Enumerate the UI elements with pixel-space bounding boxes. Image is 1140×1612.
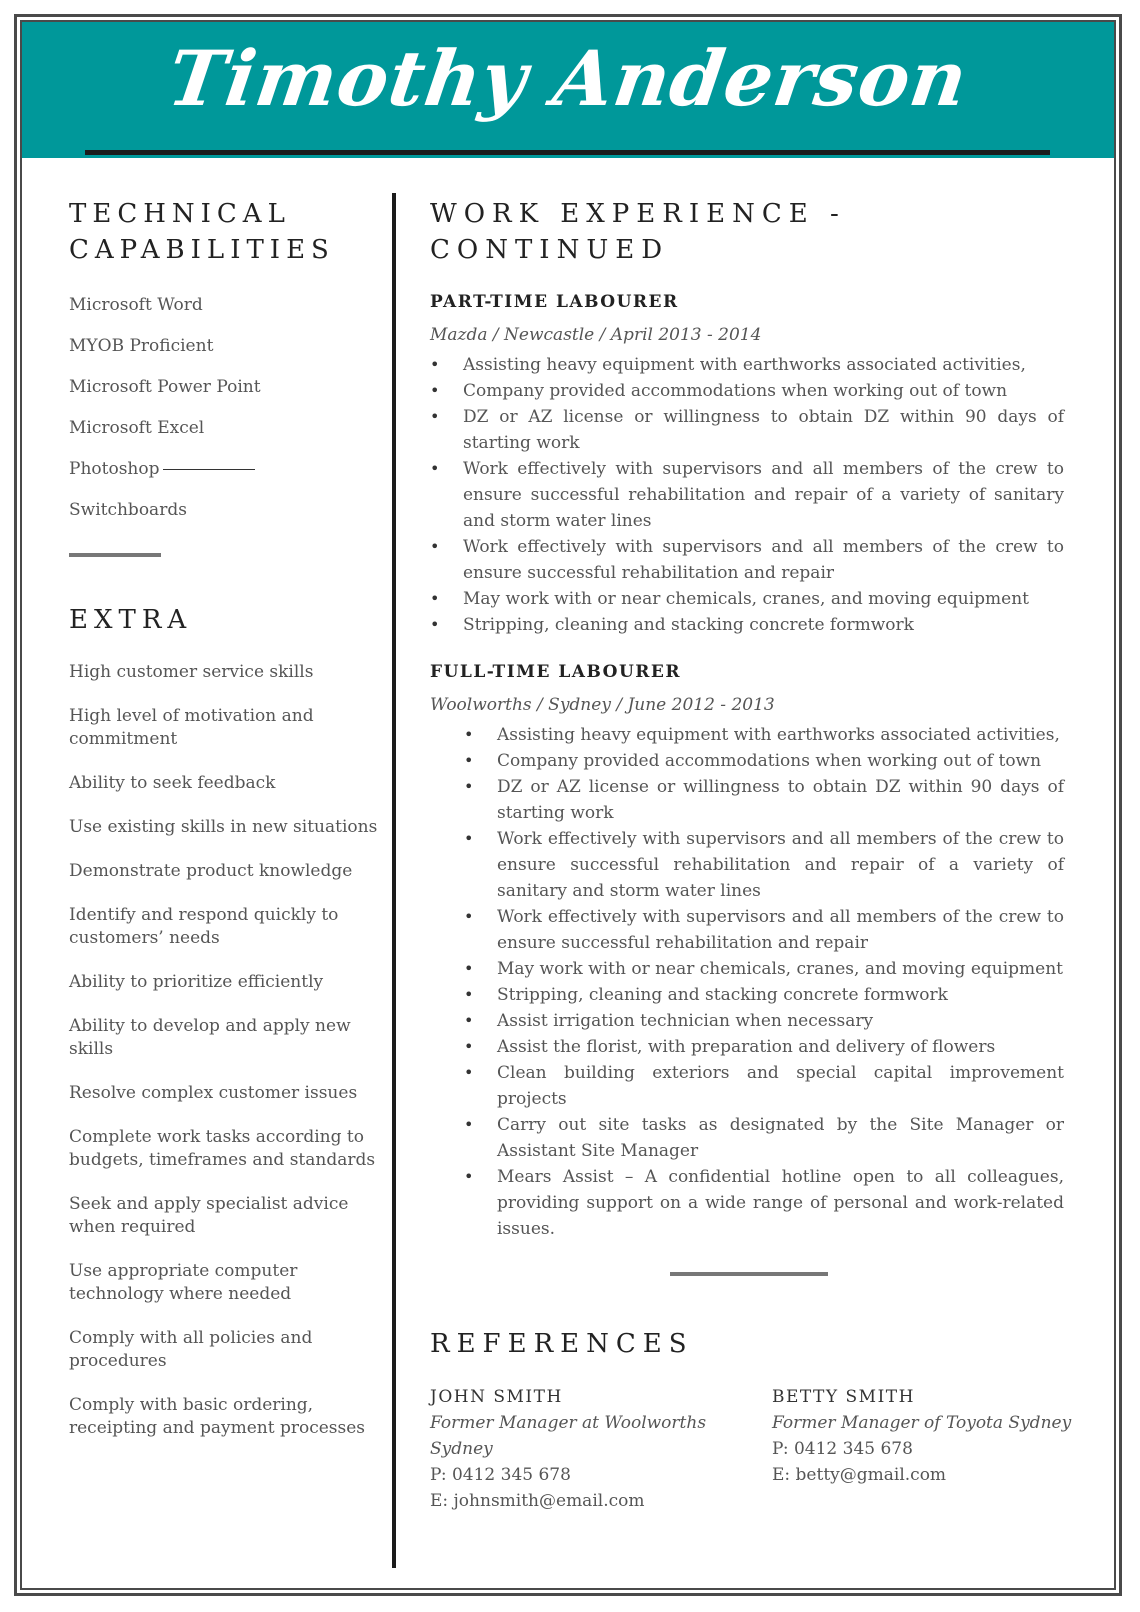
extra-item: Comply with all policies and procedures: [69, 1328, 313, 1371]
job-title: FULL-TIME LABOURER: [430, 662, 682, 682]
job-bullets: [430, 352, 1070, 638]
reference-phone: P: 0412 345 678: [430, 1465, 571, 1485]
extra-item: Use existing skills in new situations: [69, 817, 378, 837]
job-bullet: • Assist irrigation technician when necessary: [464, 1008, 1064, 1034]
technical-item-label: Photoshop: [69, 459, 160, 479]
job-bullet: • Carry out site tasks as designated by the Site Manager or Assistant Site Manager: [464, 1112, 1064, 1164]
candidate-name: Timothy Anderson: [162, 34, 974, 123]
technical-item: Switchboards: [69, 500, 187, 520]
reference-email: E: betty@gmail.com: [772, 1465, 947, 1485]
job-bullet: • DZ or AZ license or willingness to obtain DZ within 90 days of starting work: [464, 774, 1064, 826]
reference-phone: P: 0412 345 678: [772, 1439, 913, 1459]
extra-item: Use appropriate computer technology where needed: [69, 1261, 298, 1304]
extra-list: [69, 661, 379, 1440]
extra-item: Ability to develop and apply new skills: [69, 1016, 351, 1059]
extra-heading: EXTRA: [69, 605, 193, 635]
section-divider: [69, 553, 161, 557]
job-meta: Woolworths / Sydney / June 2012 - 2013: [430, 695, 775, 715]
references-heading: REFERENCES: [430, 1329, 694, 1359]
job-bullet: • Work effectively with supervisors and all members of the crew to ensure successful rehabilitation and repair of a variety of sanitary and storm water lines: [464, 826, 1064, 904]
job-bullet: • Assisting heavy equipment with earthworks associated activities,: [430, 352, 1064, 378]
job-bullet: • Stripping, cleaning and stacking concrete formwork: [464, 982, 1064, 1008]
job-bullet: • Assisting heavy equipment with earthworks associated activities,: [464, 722, 1064, 748]
job-bullet: • Work effectively with supervisors and all members of the crew to ensure successful rehabilitation and repair of a variety of sanitary and storm water lines: [430, 456, 1064, 534]
job-bullet: • Work effectively with supervisors and all members of the crew to ensure successful rehabilitation and repair: [430, 534, 1064, 586]
job-bullet: • Work effectively with supervisors and all members of the crew to ensure successful rehabilitation and repair: [464, 904, 1064, 956]
extra-item: Seek and apply specialist advice when required: [69, 1194, 349, 1237]
reference-role: Former Manager at Woolworths Sydney: [430, 1413, 707, 1459]
job-entry: [430, 291, 1070, 638]
reference-role: Former Manager of Toyota Sydney: [772, 1413, 1072, 1433]
work-heading: WORK EXPERIENCE - CONTINUED: [430, 199, 846, 265]
job-entry: [430, 661, 1070, 1242]
reference-name: JOHN SMITH: [430, 1387, 563, 1407]
extra-item: High customer service skills: [69, 662, 314, 682]
job-bullet: • Company provided accommodations when working out of town: [430, 378, 1064, 404]
references-list: [430, 1384, 1070, 1524]
job-bullets: [464, 722, 1070, 1242]
technical-heading-line2: CAPABILITIES: [69, 235, 335, 265]
technical-heading-line1: TECHNICAL: [69, 199, 291, 229]
left-column: [69, 196, 379, 1461]
job-meta: Mazda / Newcastle / April 2013 - 2014: [430, 325, 762, 345]
job-bullet: • May work with or near chemicals, cranes, and moving equipment: [430, 586, 1064, 612]
extra-item: Comply with basic ordering, receipting and payment processes: [69, 1395, 366, 1438]
right-column: [430, 196, 1070, 1524]
job-bullet: • Assist the florist, with preparation and delivery of flowers: [464, 1034, 1064, 1060]
job-title: PART-TIME LABOURER: [430, 292, 679, 312]
job-bullet: • Stripping, cleaning and stacking concrete formwork: [430, 612, 1064, 638]
column-divider: [392, 193, 396, 1568]
job-bullet: • Clean building exteriors and special capital improvement projects: [464, 1060, 1064, 1112]
technical-item: Microsoft Excel: [69, 418, 205, 438]
extra-item: Identify and respond quickly to customers’ needs: [69, 905, 339, 948]
technical-item: MYOB Proficient: [69, 336, 214, 356]
section-divider: [670, 1272, 828, 1276]
header-rule: [85, 150, 1050, 155]
technical-list: [69, 294, 379, 540]
extra-item: Demonstrate product knowledge: [69, 861, 353, 881]
reference-email: E: johnsmith@email.com: [430, 1491, 645, 1511]
job-bullet: • DZ or AZ license or willingness to obtain DZ within 90 days of starting work: [430, 404, 1064, 456]
technical-item: Microsoft Power Point: [69, 377, 261, 397]
reference-card: [772, 1384, 1072, 1488]
job-bullet: • Mears Assist – A confidential hotline open to all colleagues, providing support on a wide range of personal and work-related issues.: [464, 1164, 1064, 1242]
extra-item: Ability to prioritize efficiently: [69, 972, 324, 992]
extra-item: Resolve complex customer issues: [69, 1083, 358, 1103]
extra-item: High level of motivation and commitment: [69, 706, 314, 749]
technical-item-photoshop: [69, 458, 379, 499]
reference-card: [430, 1384, 730, 1514]
underline: [163, 469, 255, 470]
extra-item: Complete work tasks according to budgets, timeframes and standards: [69, 1127, 376, 1170]
job-bullet: • Company provided accommodations when working out of town: [464, 748, 1064, 774]
technical-heading: [69, 196, 379, 268]
header-banner: [22, 22, 1114, 158]
technical-item: Microsoft Word: [69, 295, 203, 315]
job-bullet: • May work with or near chemicals, cranes, and moving equipment: [464, 956, 1064, 982]
extra-item: Ability to seek feedback: [69, 773, 276, 793]
reference-name: BETTY SMITH: [772, 1387, 915, 1407]
